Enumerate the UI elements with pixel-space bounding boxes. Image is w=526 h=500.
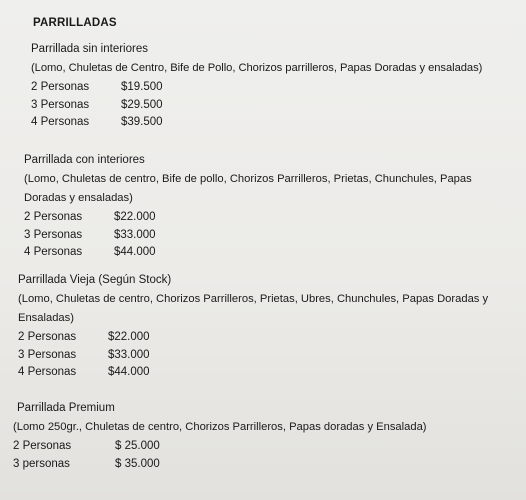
people-count: 2 Personas bbox=[31, 81, 90, 93]
people-count: 2 Personas bbox=[24, 211, 83, 223]
section-description: (Lomo, Chuletas de centro, Chorizos Parrilleros, Prietas, Ubres, Chunchules, Papas Doradas y Ensaladas) bbox=[18, 293, 489, 324]
section-description: (Lomo, Chuletas de Centro, Bife de Pollo, Chorizos parrilleros, Papas Doradas y ensaladas) bbox=[31, 62, 483, 74]
price-row bbox=[24, 227, 494, 245]
section-title: Parrillada sin interiores bbox=[31, 43, 148, 55]
section-title: Parrillada Vieja (Según Stock) bbox=[18, 274, 172, 286]
people-count: 4 Personas bbox=[18, 366, 77, 378]
people-count: 2 Personas bbox=[13, 440, 72, 452]
price-value: $ 25.000 bbox=[115, 440, 160, 452]
price-value: $44.000 bbox=[114, 246, 156, 258]
people-count: 4 Personas bbox=[31, 116, 90, 128]
section-description: (Lomo 250gr., Chuletas de centro, Chorizos Parrilleros, Papas doradas y Ensalada) bbox=[13, 421, 427, 433]
price-value: $44.000 bbox=[108, 366, 150, 378]
price-value: $33.000 bbox=[114, 228, 156, 241]
people-count: 3 personas bbox=[13, 457, 70, 470]
people-count: 3 Personas bbox=[31, 98, 90, 111]
section-con-interiores bbox=[24, 151, 494, 262]
people-count: 3 Personas bbox=[24, 228, 83, 241]
section-premium bbox=[13, 399, 483, 473]
price-row bbox=[31, 114, 511, 132]
price-value: $22.000 bbox=[114, 211, 156, 223]
price-row bbox=[31, 79, 511, 97]
price-row bbox=[13, 456, 483, 474]
price-row bbox=[18, 347, 523, 365]
section-description: (Lomo, Chuletas de centro, Bife de pollo, Chorizos Parrilleros, Prietas, Chunchules, Papas Doradas y ensaladas) bbox=[24, 173, 472, 204]
people-count: 2 Personas bbox=[18, 331, 77, 343]
price-value: $19.500 bbox=[121, 81, 163, 93]
price-value: $ 35.000 bbox=[115, 457, 160, 470]
price-value: $33.000 bbox=[108, 348, 150, 361]
price-row bbox=[18, 329, 523, 347]
price-row bbox=[24, 244, 494, 262]
people-count: 4 Personas bbox=[24, 246, 83, 258]
section-sin-interiores bbox=[31, 40, 511, 132]
section-vieja bbox=[18, 271, 523, 382]
page-heading: PARRILLADAS bbox=[33, 17, 117, 29]
price-value: $39.500 bbox=[121, 116, 163, 128]
price-value: $22.000 bbox=[108, 331, 150, 343]
section-title: Parrillada con interiores bbox=[24, 154, 145, 166]
price-row bbox=[18, 364, 523, 382]
price-value: $29.500 bbox=[121, 98, 163, 111]
price-row bbox=[13, 438, 483, 456]
people-count: 3 Personas bbox=[18, 348, 77, 361]
section-title: Parrillada Premium bbox=[17, 402, 115, 414]
price-row bbox=[24, 209, 494, 227]
price-row bbox=[31, 97, 511, 115]
